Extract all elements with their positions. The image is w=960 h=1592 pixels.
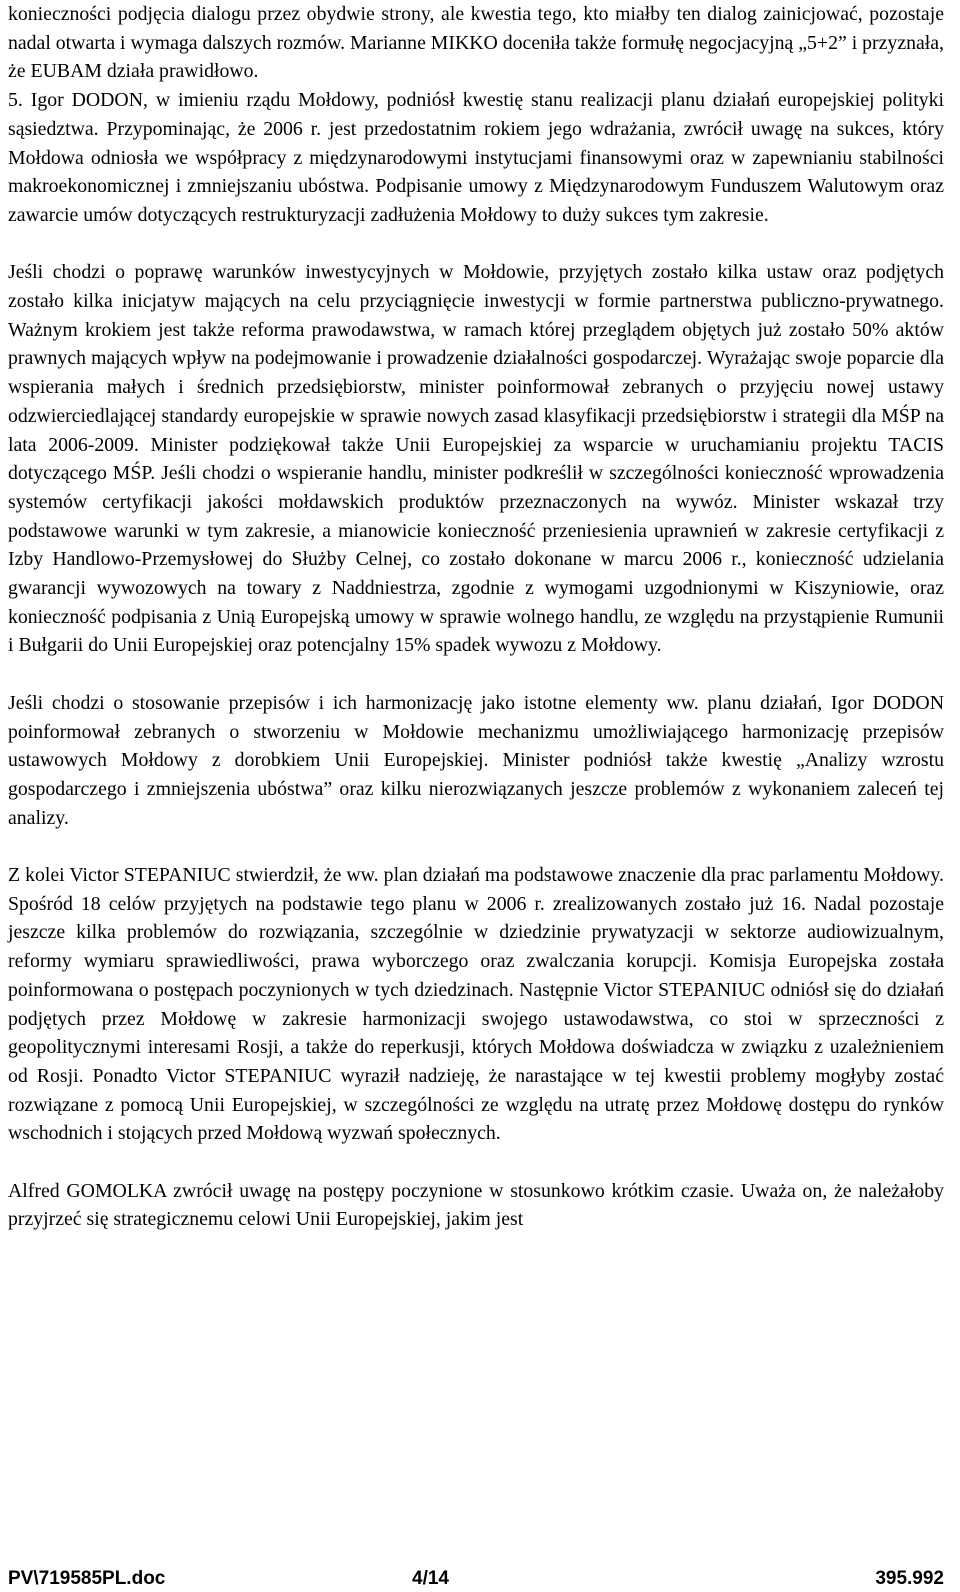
page-footer <box>8 1566 944 1592</box>
footer-document-code: 395.992 <box>875 1568 944 1589</box>
paragraph-6: Alfred GOMOLKA zwrócił uwagę na postępy poczynione w stosunkowo krótkim czasie. Uważa on, że należałoby przyjrzeć się strategicznemu celowi Unii Europejskiej, jakim jest <box>8 1179 944 1231</box>
paragraph-2: 5. Igor DODON, w imieniu rządu Mołdowy, podniósł kwestię stanu realizacji planu działań europejskiej polityki sąsiedztwa. Przypominając, że 2006 r. jest przedostatnim rokiem jego wdrażania, zwrócił uwagę na sukces, który Mołdowa odniosła we współpracy z międzynarodowymi instytucjami finansowymi oraz w zapewnianiu stabilności makroekonomicznej i zmniejszaniu ubóstwa. Podpisanie umowy z Międzynarodowym Funduszem Walutowym oraz zawarcie umów dotyczących restrukturyzacji zadłużenia Mołdowy to duży sukces tym zakresie. <box>8 89 944 226</box>
paragraph-5: Z kolei Victor STEPANIUC stwierdził, że ww. plan działań ma podstawowe znaczenie dla prac parlamentu Mołdowy. Spośród 18 celów przyjętych na podstawie tego planu w 2006 r. zrealizowanych zostało już 16. Nadal pozostaje jeszcze kilka problemów do rozwiązania, szczególnie w dziedzinie prywatyzacji w sektorze audiowizualnym, reformy wymiaru sprawiedliwości, prawa wyborczego oraz zwalczania korupcji. Komisja Europejska została poinformowana o postępach poczynionych w tych dziedzinach. Następnie Victor STEPANIUC odniósł się do działań podjętych przez Mołdowę w zakresie harmonizacji swojego ustawodawstwa, co stoi w sprzeczności z geopolitycznymi interesami Rosji, a także do reperkusji, których Mołdowa doświadcza w związku z uzależnieniem od Rosji. Ponadto Victor STEPANIUC wyraził nadzieję, że narastające w tej kwestii problemy mogłyby zostać rozwiązane z pomocą Unii Europejskiej, w szczególności ze względu na utratę przez Mołdowę dostępu do rynków wschodnich i stojących przed Mołdową wyzwań społecznych. <box>8 864 944 1145</box>
document-body <box>8 0 944 1234</box>
paragraph-3: Jeśli chodzi o poprawę warunków inwestycyjnych w Mołdowie, przyjętych zostało kilka ustaw oraz podjętych zostało kilka inicjatyw mających na celu przyciągnięcie inwestycji w formie partnerstwa publiczno-prywatnego. Ważnym krokiem jest także reforma prawodawstwa, w ramach której przeglądem objętych już zostało 50% aktów prawnych mających wpływ na podejmowanie i prowadzenie działalności gospodarczej. Wyrażając swoje poparcie dla wspierania małych i średnich przedsiębiorstw, minister poinformował zebranych o przyjęciu nowej ustawy odzwierciedlającej standardy europejskie w sprawie nowych zasad klasyfikacji przedsiębiorstw i strategii dla MŚP na lata 2006-2009. Minister podziękował także Unii Europejskiej za wsparcie w uruchamianiu projektu TACIS dotyczącego MŚP. Jeśli chodzi o wspieranie handlu, minister podkreślił w szczególności konieczność wprowadzenia systemów certyfikacji jakości mołdawskich produktów przeznaczonych na wywóz. Minister wskazał trzy podstawowe warunki w tym zakresie, a mianowicie konieczność przeniesienia uprawnień w zakresie certyfikacji z Izby Handlowo-Przemysłowej do Służby Celnej, co zostało dokonane w marcu 2006 r., konieczność udzielania gwarancji wywozowych na towary z Naddniestrza, zgodnie z wymogami uzgodnionymi w Kiszyniowie, oraz konieczność podpisania z Unią Europejską umowy w sprawie wolnego handlu, ze względu na przystąpienie Rumunii i Bułgarii do Unii Europejskiej oraz potencjalny 15% spadek wywozu z Mołdowy. <box>8 261 944 657</box>
paragraph-1: konieczności podjęcia dialogu przez obydwie strony, ale kwestia tego, kto miałby ten dialog zainicjować, pozostaje nadal otwarta i wymaga dalszych rozmów. Marianne MIKKO doceniła także formułę negocjacyjną „5+2” i przyznała, że EUBAM działa prawidłowo. <box>8 3 944 83</box>
paragraph-4: Jeśli chodzi o stosowanie przepisów i ich harmonizację jako istotne elementy ww. planu działań, Igor DODON poinformował zebranych o stworzeniu w Mołdowie mechanizmu umożliwiającego harmonizację przepisów ustawowych Mołdowy z dorobkiem Unii Europejskiej. Minister podniósł także kwestię „Analizy wzrostu gospodarczego i zmniejszenia ubóstwa” oraz kilku nierozwiązanych jeszcze problemów z wykonaniem zaleceń tej analizy. <box>8 691 944 829</box>
footer-page-number: 4/14 <box>412 1568 449 1589</box>
footer-document-reference: PV\719585PL.doc <box>8 1568 166 1589</box>
